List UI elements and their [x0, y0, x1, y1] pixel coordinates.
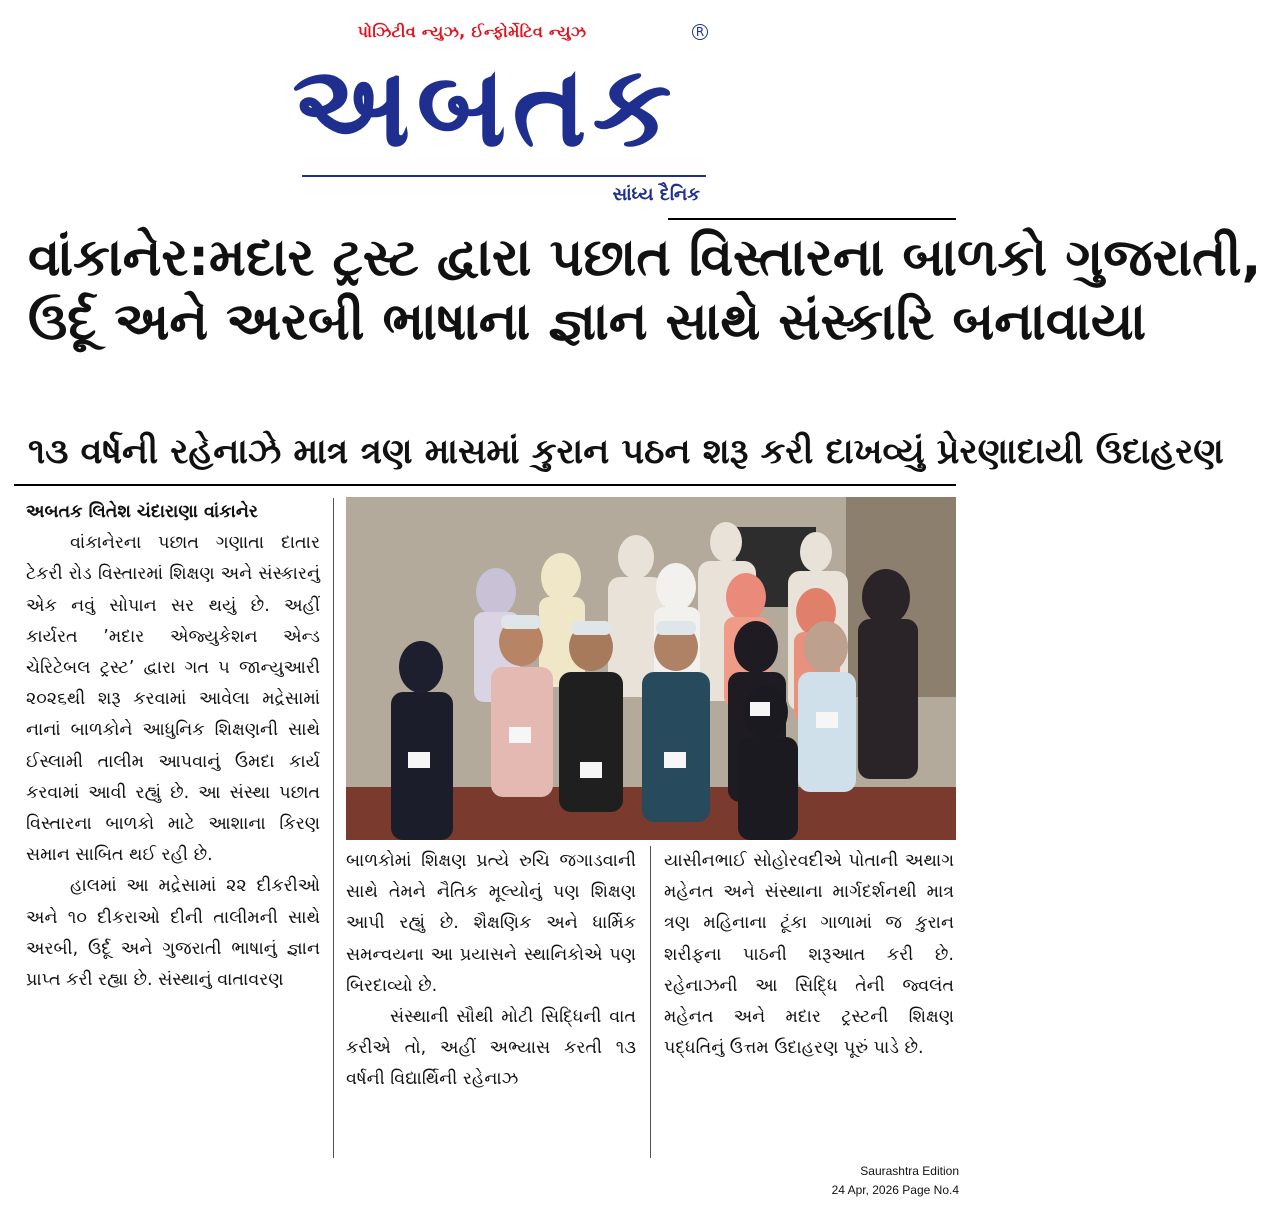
paragraph: વાંકાનેરના પછાત ગણાતા દાતાર ટેકરી રોડ વિસ્તારમાં શિક્ષણ અને સંસ્કારનું એક નવું સોપાન સર થયું છે. અહીં કાર્યરત ’મદાર એજ્યુકેશન એન્ડ ચેરિટેબલ ટ્રસ્ટ’ દ્વારા ગત ૫ જાન્યુઆરી ૨૦૨૬થી શરૂ કરવામાં આવેલા મદ્રેસામાં નાનાં બાળકોને આધુનિક શિક્ષણની સાથે ઈસ્લામી તાલીમ આપવાનું ઉમદા કાર્ય કરવામાં આવી રહ્યું છે. આ સંસ્થા પછાત વિસ્તારના બાળકો માટે આશાના કિરણ સમાન સાબિત થઈ રહી છે. — [26, 533, 320, 866]
paragraph: યાસીનભાઈ સોહોરવદીએ પોતાની અથાગ મહેનત અને સંસ્થાના માર્ગદર્શનથી માત્ર ત્રણ મહિનાના ટૂંકા ગાળામાં જ કુરાન શરીફના પાઠની શરૂઆત કરી છે. રહેનાઝની આ સિદ્ધિ તેની જ્વલંત મહેનત અને મદાર ટ્રસ્ટની શિક્ષણ પદ્ધતિનું ઉત્તમ ઉદાહરણ પૂરું પાડે છે. — [664, 851, 954, 1059]
paragraph: હાલમાં આ મદ્રેસામાં ૨૨ દીકરીઓ અને ૧૦ દીકરાઓ દીની તાલીમની સાથે અરબી, ઉર્દૂ અને ગુજરાતી ભાષાનું જ્ઞાન પ્રાપ્ત કરી રહ્યા છે. સંસ્થાનું વાતાવરણ — [26, 876, 320, 991]
group-photo-illustration — [346, 497, 956, 840]
paragraph: બાળકોમાં શિક્ષણ પ્રત્યે રુચિ જગાડવાની સાથે તેમને નૈતિક મૂલ્યોનું પણ શિક્ષણ આપી રહ્યું છે. શૈક્ષણિક અને ધાર્મિક સમન્વયના આ પ્રયાસને સ્થાનિકોએ પણ બિરદાવ્યો છે. — [346, 851, 636, 996]
headline-line-1: વાંકાનેર:મદાર ટ્રસ્ટ દ્વારા પછાત વિસ્તારના બાળકો ગુજરાતી, — [28, 228, 1261, 288]
masthead-rule — [302, 175, 706, 177]
newspaper-logo: અબતક — [292, 42, 678, 172]
column-divider — [650, 846, 651, 1158]
article-column-3 — [664, 846, 954, 1064]
article-subheadline: ૧૩ વર્ષની રહેનાઝે માત્ર ત્રણ માસમાં કુરાન પઠન શરૂ કરી દાખવ્યું પ્રેરણાદાયી ઉદાહરણ — [28, 432, 1224, 472]
masthead-subtitle: સાંધ્ય દૈનિક — [612, 184, 700, 205]
date-page-label: 24 Apr, 2026 Page No.4 — [831, 1183, 959, 1197]
paragraph: સંસ્થાની સૌથી મોટી સિદ્ધિની વાત કરીએ તો, અહીં અભ્યાસ કરતી ૧૩ વર્ષની વિદ્યાર્થિની રહેનાઝ — [346, 1007, 636, 1090]
page-footer — [832, 1162, 959, 1200]
article-column-2 — [346, 846, 636, 1096]
header-divider — [668, 218, 956, 220]
column-divider — [333, 498, 334, 1158]
subheadline-rule — [14, 484, 956, 486]
masthead — [262, 8, 708, 208]
headline-line-2: ઉર્દૂ અને અરબી ભાષાના જ્ઞાન સાથે સંસ્કારિ બનાવાયા — [28, 292, 1147, 352]
article-column-1 — [26, 497, 320, 996]
article-byline: અબતક લિતેશ ચંદારાણા વાંકાનેર — [26, 502, 258, 522]
masthead-tagline: પોઝિટીવ ન્યુઝ, ઈન્ફોર્મેટિવ ન્યુઝ — [357, 22, 587, 41]
edition-label: Saurashtra Edition — [860, 1164, 959, 1178]
article-headline — [28, 226, 1261, 354]
article-photo — [346, 497, 956, 840]
registered-mark-icon: R — [692, 24, 708, 40]
